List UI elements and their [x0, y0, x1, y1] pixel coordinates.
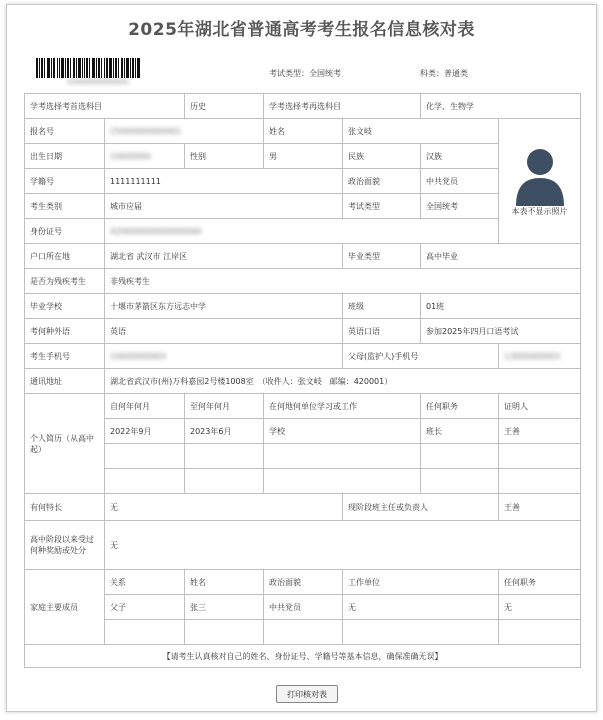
table-row: [25, 645, 581, 668]
resume-cell: [185, 444, 264, 469]
resume-cell: 2022年9月: [105, 419, 185, 444]
grad-type-label: 毕业类型: [343, 244, 421, 269]
awards-label: 高中阶段以来受过何种奖励或处分: [25, 521, 105, 570]
resume-cell: [499, 469, 581, 494]
verification-note: 【请考生认真核对自己的姓名、身份证号、学籍号等基本信息，确保准确无误】: [25, 645, 581, 668]
second-choice-value: 化学、生物学: [421, 94, 581, 119]
address-label: 通讯地址: [25, 369, 105, 394]
category-label: 考生类别: [25, 194, 105, 219]
teacher-value: 王善: [499, 494, 581, 521]
barcode: [36, 58, 140, 78]
ethnicity-value: 汉族: [421, 144, 499, 169]
language-label: 考何种外语: [25, 319, 105, 344]
hukou-value: 湖北省 武汉市 江岸区: [105, 244, 343, 269]
resume-header-cell: 至何年何月: [185, 394, 264, 419]
table-row: [25, 494, 581, 521]
table-row: [25, 595, 581, 620]
id-no-value: 420000000000000000: [105, 219, 499, 244]
family-header-cell: 关系: [105, 570, 185, 595]
family-cell: [264, 620, 343, 645]
exam-kind-value: 全国统考: [421, 194, 499, 219]
class-label: 班级: [343, 294, 421, 319]
table-row: [25, 244, 581, 269]
awards-value: 无: [105, 521, 581, 570]
exam-type-label: 考试类型：全国统考: [269, 69, 341, 78]
reg-no-value: 25000000000001: [105, 119, 264, 144]
resume-header-cell: 任何职务: [421, 394, 499, 419]
table-row: [25, 419, 581, 444]
student-no-value: 1111111111: [105, 169, 343, 194]
resume-header-cell: 证明人: [499, 394, 581, 419]
address-value: 湖北省武汉市(州)万科嘉园2号楼1008室 （收件人：张文岐 邮编：420001）: [105, 369, 581, 394]
resume-cell: [105, 444, 185, 469]
resume-cell: 王善: [499, 419, 581, 444]
politics-value: 中共党员: [421, 169, 499, 194]
language-value: 英语: [105, 319, 343, 344]
table-row: [25, 119, 581, 144]
family-header-cell: 任何职务: [499, 570, 581, 595]
family-header-cell: 姓名: [185, 570, 264, 595]
specialty-label: 有何特长: [25, 494, 105, 521]
birth-value: 10000000: [105, 144, 185, 169]
resume-cell: [105, 469, 185, 494]
table-row: [25, 369, 581, 394]
politics-label: 政治面貌: [343, 169, 421, 194]
family-cell: [105, 620, 185, 645]
table-row: [25, 219, 581, 244]
table-row: [25, 444, 581, 469]
id-no-label: 身份证号: [25, 219, 105, 244]
resume-cell: 班长: [421, 419, 499, 444]
parent-phone-label: 父母(监护人)手机号: [343, 344, 499, 369]
parent-phone-value: 13000000003: [499, 344, 581, 369]
page-title: 2025年湖北省普通高考考生报名信息核对表: [128, 20, 475, 40]
gender-value: 男: [264, 144, 343, 169]
table-row: [25, 344, 581, 369]
resume-cell: [421, 444, 499, 469]
table-row: [25, 144, 581, 169]
name-value: 张文岐: [343, 119, 499, 144]
resume-cell: [421, 469, 499, 494]
barcode-number: 25400000000001: [67, 78, 130, 86]
info-table: [24, 93, 581, 668]
resume-label: 个人简历（从高中起）: [25, 394, 105, 494]
family-cell: [185, 620, 264, 645]
school-label: 毕业学校: [25, 294, 105, 319]
table-row: [25, 294, 581, 319]
table-row: [25, 269, 581, 294]
resume-cell: [185, 469, 264, 494]
table-row: [25, 469, 581, 494]
oral-value: 参加2025年四月口语考试: [421, 319, 581, 344]
resume-cell: [499, 444, 581, 469]
family-label: 家庭主要成员: [25, 570, 105, 645]
resume-header-cell: 在何地何单位学习或工作: [264, 394, 421, 419]
table-row: [25, 94, 581, 119]
table-row: [25, 319, 581, 344]
ethnicity-label: 民族: [343, 144, 421, 169]
family-cell: [499, 620, 581, 645]
resume-cell: [264, 469, 421, 494]
reg-no-label: 报名号: [25, 119, 105, 144]
family-cell: 无: [499, 595, 581, 620]
specialty-value: 无: [105, 494, 343, 521]
table-row: [25, 521, 581, 570]
family-cell: 父子: [105, 595, 185, 620]
school-value: 十堰市茅箭区东方远志中学: [105, 294, 343, 319]
table-row: [25, 570, 581, 595]
student-no-label: 学籍号: [25, 169, 105, 194]
disabled-value: 非残疾考生: [105, 269, 581, 294]
family-header-cell: 工作单位: [343, 570, 499, 595]
resume-cell: 2023年6月: [185, 419, 264, 444]
photo-cell: [499, 119, 581, 244]
table-row: [25, 620, 581, 645]
subject-type-label: 科类：普通类: [420, 69, 468, 78]
exam-kind-label: 考试类型: [343, 194, 421, 219]
second-choice-label: 学考选择考再选科目: [264, 94, 421, 119]
family-header-cell: 政治面貌: [264, 570, 343, 595]
disabled-label: 是否为残疾考生: [25, 269, 105, 294]
phone-value: 10000000003: [105, 344, 343, 369]
photo-label: 本表不显示照片: [511, 206, 568, 216]
print-button[interactable]: 打印核对表: [276, 685, 338, 703]
first-choice-value: 历史: [185, 94, 264, 119]
teacher-label: 现阶段班主任或负责人: [343, 494, 499, 521]
table-row: [25, 194, 581, 219]
verification-form: [6, 4, 597, 712]
grad-type-value: 高中毕业: [421, 244, 581, 269]
family-cell: 无: [343, 595, 499, 620]
resume-header-cell: 自何年何月: [105, 394, 185, 419]
table-row: [25, 394, 581, 419]
birth-label: 出生日期: [25, 144, 105, 169]
first-choice-label: 学考选择考首选科目: [25, 94, 185, 119]
family-cell: 张三: [185, 595, 264, 620]
table-row: [25, 169, 581, 194]
resume-cell: [264, 444, 421, 469]
gender-label: 性别: [185, 144, 264, 169]
oral-label: 英语口语: [343, 319, 421, 344]
class-value: 01班: [421, 294, 581, 319]
name-label: 姓名: [264, 119, 343, 144]
resume-cell: 学校: [264, 419, 421, 444]
phone-label: 考生手机号: [25, 344, 105, 369]
family-cell: 中共党员: [264, 595, 343, 620]
avatar-placeholder-icon: [511, 146, 569, 206]
hukou-label: 户口所在地: [25, 244, 105, 269]
family-cell: [343, 620, 499, 645]
category-value: 城市应届: [105, 194, 343, 219]
